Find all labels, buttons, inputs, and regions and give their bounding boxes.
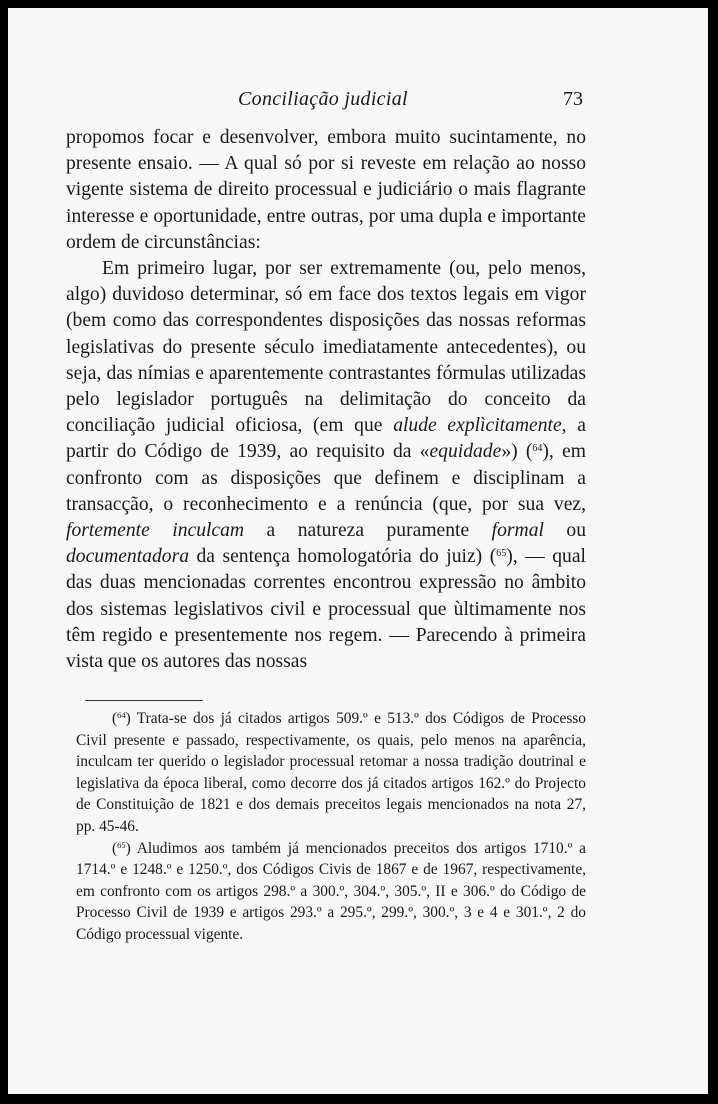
footnote-ref-64: 64 — [532, 443, 543, 455]
paragraph-2 — [66, 256, 586, 675]
footnote-text: Trata-se dos já citados artigos 509.º e 513.º dos Códigos de Processo Civil presente e passado, respectivamente, os quais, pelo menos na aparência, inculcam ter querido o legislador processual retomar a nossa tradição doutrinal e legislativa da época liberal, como decorre dos já citados artigos 162.º do Projecto de Constituição de 1821 e dos demais preceitos legais mencionados na nota 27, pp. 45-46. — [76, 710, 586, 835]
text-segment: ), — qual das duas mencionadas correntes encontrou expressão no âmbito dos sistemas legislativos civil e processual que ùltimamente nos têm regido e presentemente nos regem. — Parecendo à primeira vista que os autores das nossas — [66, 546, 586, 673]
italic-phrase: equidade — [429, 441, 502, 463]
text-segment: ), em confronto com as disposições que definem e disciplinam a transacção, o reconhecimento e a renúncia (que, por sua vez, — [66, 441, 586, 515]
footnote-mark: 65 — [117, 839, 126, 850]
text-segment: a natureza puramente — [244, 520, 492, 542]
book-page — [8, 8, 708, 1094]
italic-phrase: formal — [491, 520, 544, 542]
footnote-divider — [85, 700, 203, 701]
page-header — [8, 88, 708, 118]
page-number: 73 — [563, 88, 583, 110]
italic-phrase: alude explìcitamente — [393, 415, 562, 437]
footnote-mark: 64 — [117, 710, 126, 720]
italic-phrase: fortemente inculcam — [66, 520, 245, 542]
footnote-ref-65: 65 — [496, 548, 507, 560]
paragraph-1: propomos focar e desenvolver, embora muito sucintamente, no presente ensaio. — A qual só por si reveste em relação ao nosso vigente sistema de direito processual e judiciário o mais flagrante interesse e oportunidade, entre outras, por uma dupla e importante ordem de circunstâncias: — [66, 127, 586, 253]
footnote-64: ($^{64}$) Trata-se dos já citados artigos 509.º e 513.º dos Códigos de Processo Civil presente e passado, respectivamente, os quais, pelo menos na aparência, inculcam ter querido o legislador processual retomar a nossa tradição doutrinal e legislativa da época liberal, como decorre dos já citados artigos 162.º do Projecto de Constituição de 1821 e dos demais preceitos legais mencionados na nota 27, pp. 45-46. — [76, 710, 586, 835]
italic-phrase: documentadora — [66, 546, 189, 568]
text-segment: , a partir do Código de 1939, ao requisito da « — [66, 415, 586, 463]
text-segment: Em primeiro lugar, por ser extremamente (ou, pelo menos, algo) duvidoso determinar, só em face dos textos legais em vigor (bem como das correspondentes disposições das nossas reformas legislativas do presente século imediatamente antecedentes), ou seja, das nímias e aparentemente contrastantes fórmulas utilizadas pelo legislador português na delimitação do conceito da conciliação judicial oficiosa, (em que — [66, 258, 586, 437]
text-segment: ») ( — [501, 441, 533, 463]
text-segment: ou — [543, 520, 586, 542]
text-segment: da sentença homologatória do juiz) ( — [189, 546, 497, 568]
footnotes — [76, 708, 586, 946]
running-title: Conciliação judicial — [238, 88, 408, 110]
body-text — [66, 125, 586, 675]
footnote-65: ($^{65}$) Aludimos aos também já mencionados preceitos dos artigos 1710.º a 1714.º e 1248.º e 1250.º, dos Códigos Civis de 1867 e de 1967, respectivamente, em confronto com os artigos 298.º a 300.º, 304.º, 305.º, II e 306.º do Código de Processo Civil de 1939 e artigos 293.º a 295.º, 299.º, 300.º, 3 e 4 e 301.º, 2 do Código processual vigente. — [76, 839, 586, 943]
footnote-text: Aludimos aos também já mencionados preceitos dos artigos 1710.º a 1714.º e 1248.º e 1250.º, dos Códigos Civis de 1867 e de 1967, respectivamente, em confronto com os artigos 298.º a 300.º, 304.º, 305.º, II e 306.º do Código de Processo Civil de 1939 e artigos 293.º a 295.º, 299.º, 300.º, 3 e 4 e 301.º, 2 do Código processual vigente. — [76, 839, 586, 943]
